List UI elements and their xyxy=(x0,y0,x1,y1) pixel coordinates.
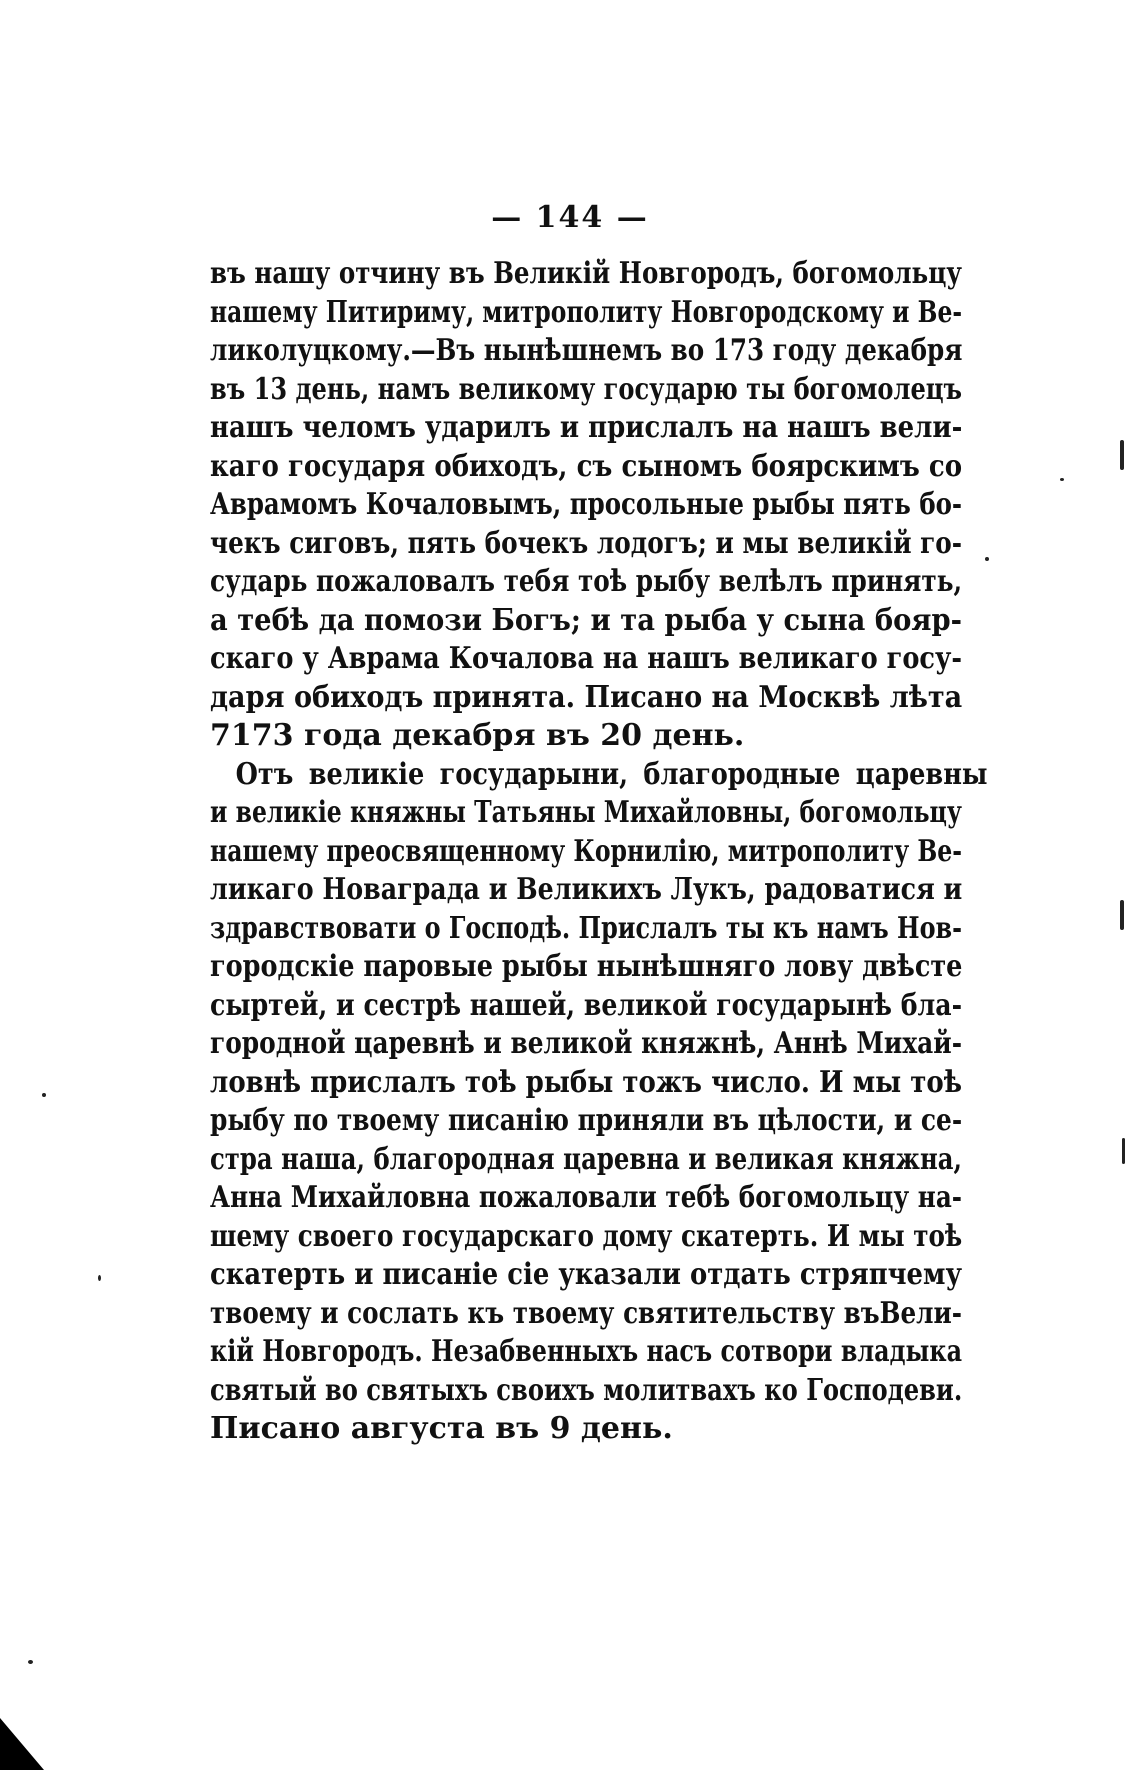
text-line: сыртей, и сестрѣ нашей, великой государынѣ бла- xyxy=(210,987,963,1023)
text-line: Анна Михайловна пожаловали тебѣ богомольцу на- xyxy=(210,1180,963,1215)
text-line: стра наша, благородная царевна и великая княжна, xyxy=(210,1141,962,1177)
text-line: а тебѣ да помози Богъ; и та рыба у сына бояр- xyxy=(210,602,962,638)
text-line: нашему Питириму, митрополиту Новгородскому и Ве- xyxy=(210,294,963,330)
scan-speck xyxy=(42,1093,46,1097)
text-line: чекъ сиговъ, пять бочекъ лодогъ; и мы великій го- xyxy=(210,525,963,561)
scan-speck xyxy=(1060,478,1064,481)
text-line: ликаго Новаграда и Великихъ Лукъ, радоватися и xyxy=(210,872,963,907)
text-line: здравствовати о Господѣ. Прислалъ ты къ намъ Нов- xyxy=(210,910,963,946)
text-line: 7173 года декабря въ 20 день. xyxy=(210,718,745,753)
text-line: скатерть и писаніе сіе указали отдать стряпчему xyxy=(210,1257,963,1292)
text-line: и великіе княжны Татьяны Михайловны, богомольцу xyxy=(210,795,962,830)
scan-speck xyxy=(1120,440,1124,470)
text-line: шему своего государскаго дому скатерть. И мы тоѣ xyxy=(210,1218,963,1254)
text-line: даря обиходъ принята. Писано на Москвѣ лѣта xyxy=(210,679,963,715)
scan-corner-shadow xyxy=(0,1718,44,1770)
text-line: нашему преосвященному Корнилію, митрополиту Ве- xyxy=(210,833,963,869)
text-line: каго государя обиходъ, съ сыномъ боярскимъ со xyxy=(210,448,963,484)
text-line: святый во святыхъ своихъ молитвахъ ко Господеви. xyxy=(210,1372,963,1408)
text-line: нашъ челомъ ударилъ и прислалъ на нашъ вели- xyxy=(210,410,963,445)
text-line: скаго у Аврама Кочалова на нашъ великаго госу- xyxy=(210,641,963,676)
text-line: ловнѣ прислалъ тоѣ рыбы тожъ число. И мы тоѣ xyxy=(210,1064,963,1100)
scan-speck xyxy=(985,557,989,561)
text-line: городскіе паровые рыбы нынѣшняго лову двѣсте xyxy=(210,949,963,984)
text-line: въ нашу отчину въ Великій Новгородъ, богомольцу xyxy=(210,256,963,291)
scan-speck xyxy=(1122,1138,1125,1164)
scan-speck xyxy=(1120,900,1124,930)
text-line: твоему и сослать къ твоему святительству въВели- xyxy=(210,1295,963,1331)
text-line: Отъ великіе государыни, благородные царевны xyxy=(235,756,988,792)
text-line: кій Новгородъ. Незабвенныхъ насъ сотвори владыка xyxy=(210,1334,963,1369)
text-line: ликолуцкому.—Въ нынѣшнемъ во 173 году декабря xyxy=(210,333,963,368)
text-line: городной царевнѣ и великой княжнѣ, Аннѣ Михай- xyxy=(210,1026,963,1061)
scan-speck xyxy=(98,1275,101,1281)
text-line: рыбу по твоему писанію приняли въ цѣлости, и се- xyxy=(210,1103,963,1138)
text-line: сударь пожаловалъ тебя тоѣ рыбу велѣлъ принять, xyxy=(210,564,963,599)
text-line: въ 13 день, намъ великому государю ты богомолецъ xyxy=(210,371,963,407)
scan-speck xyxy=(28,1660,33,1664)
text-line: Аврамомъ Кочаловымъ, просольные рыбы пять бо- xyxy=(210,487,963,522)
text-line: Писано августа въ 9 день. xyxy=(210,1411,673,1446)
page-number: — 144 — xyxy=(491,200,649,235)
body-text xyxy=(210,255,988,1449)
